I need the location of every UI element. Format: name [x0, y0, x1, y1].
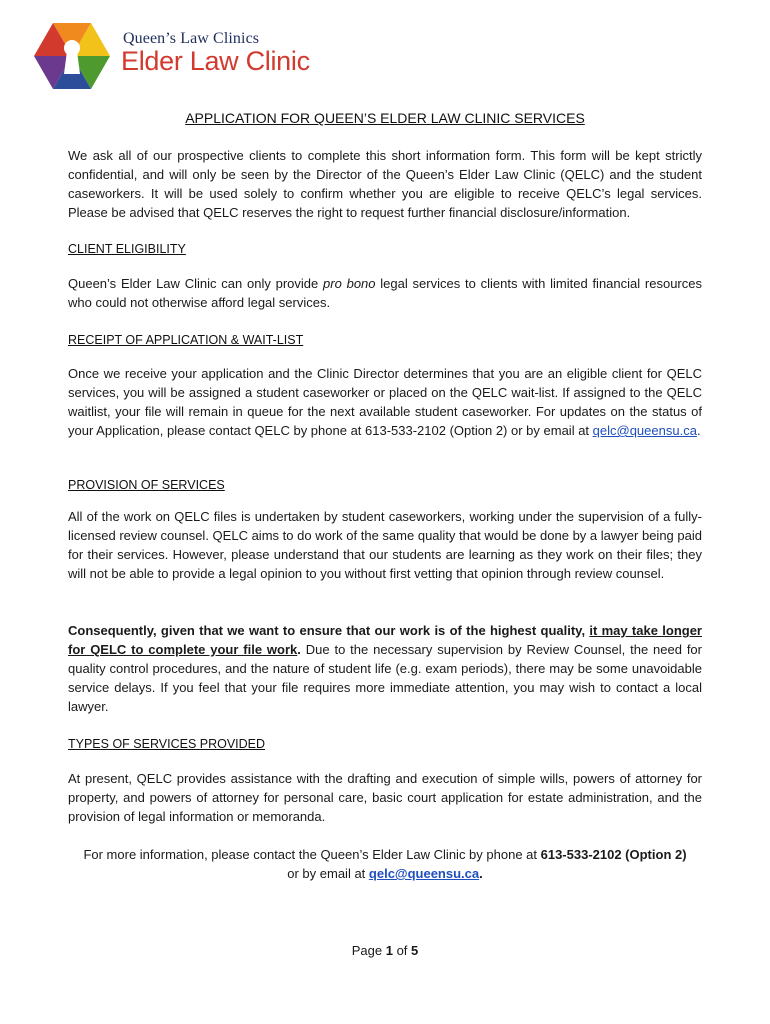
heading-receipt-waitlist: RECEIPT OF APPLICATION & WAIT-LIST	[68, 333, 304, 347]
types-paragraph: At present, QELC provides assistance with the drafting and execution of simple wills, powers of attorney for property, and powers of attorney for personal care, basic court application for estate administration, and the provision of legal information or memoranda.	[68, 771, 702, 824]
delay-warning: it may take longer for QELC to complete your file work	[68, 623, 702, 657]
contact-email-link[interactable]: qelc@queensu.ca	[368, 866, 480, 881]
heading-provision-services: PROVISION OF SERVICES	[68, 478, 225, 492]
pro-bono-term: pro bono	[323, 276, 376, 291]
intro-paragraph: We ask all of our prospective clients to complete this short information form. This form will be kept strictly confidential, and will only be seen by the Director of the Queen’s Elder Law Clinic (QELC) and the student caseworkers. It will be used solely to confirm whether you are eligible to receive QELC’s legal services. Please be advised that QELC reserves the right to request further financial disclosure/information.	[68, 148, 702, 220]
brand-line-1: Queen’s Law Clinics	[123, 30, 260, 47]
document-title: APPLICATION FOR QUEEN’S ELDER LAW CLINIC SERVICES	[185, 110, 585, 126]
elder-law-clinic-logo	[34, 20, 110, 92]
receipt-paragraph: Once we receive your application and the Clinic Director determines that you are an eligible client for QELC services, you will be assigned a student caseworker or placed on the QELC wait-list. If assigned to the QELC waitlist, your file will remain in queue for the next available student caseworker. For updates on the status of your Application, please contact QELC by phone at 613-533-2102 (Option 2) or by email at qelc@queensu.ca.	[68, 366, 702, 438]
contact-paragraph: For more information, please contact the Queen’s Elder Law Clinic by phone at 613-533-2102 (Option 2) or by email at qelc@queensu.ca.	[83, 847, 687, 881]
contact-phone: 613-533-2102 (Option 2)	[540, 847, 687, 862]
brand-line-2: Elder Law Clinic	[121, 46, 310, 76]
provision-paragraph: All of the work on QELC files is undertaken by student caseworkers, working under the supervision of a fully-licensed review counsel. QELC aims to do work of the same quality that would be done by a lawyer being paid for their services. However, please understand that our students are learning as they work on their files; they will not be able to provide a legal opinion to you without first vetting that opinion through review counsel.	[68, 509, 702, 581]
heading-types-services: TYPES OF SERVICES PROVIDED	[68, 737, 266, 751]
heading-client-eligibility: CLIENT ELIGIBILITY	[68, 242, 186, 256]
page-number: Page 1 of 5	[351, 943, 419, 958]
email-link[interactable]: qelc@queensu.ca	[592, 423, 697, 438]
delay-paragraph: Consequently, given that we want to ensure that our work is of the highest quality, it may take longer for QELC to complete your file work. Due to the necessary supervision by Review Counsel, the need for quality control procedures, and the nature of student life (e.g. exam periods), there may be some unavoidable service delays. If you feel that your file requires more immediate attention, you may wish to contact a local lawyer.	[68, 623, 702, 714]
eligibility-paragraph: Queen’s Elder Law Clinic can only provide pro bono legal services to clients with limited financial resources who could not otherwise afford legal services.	[68, 276, 702, 310]
